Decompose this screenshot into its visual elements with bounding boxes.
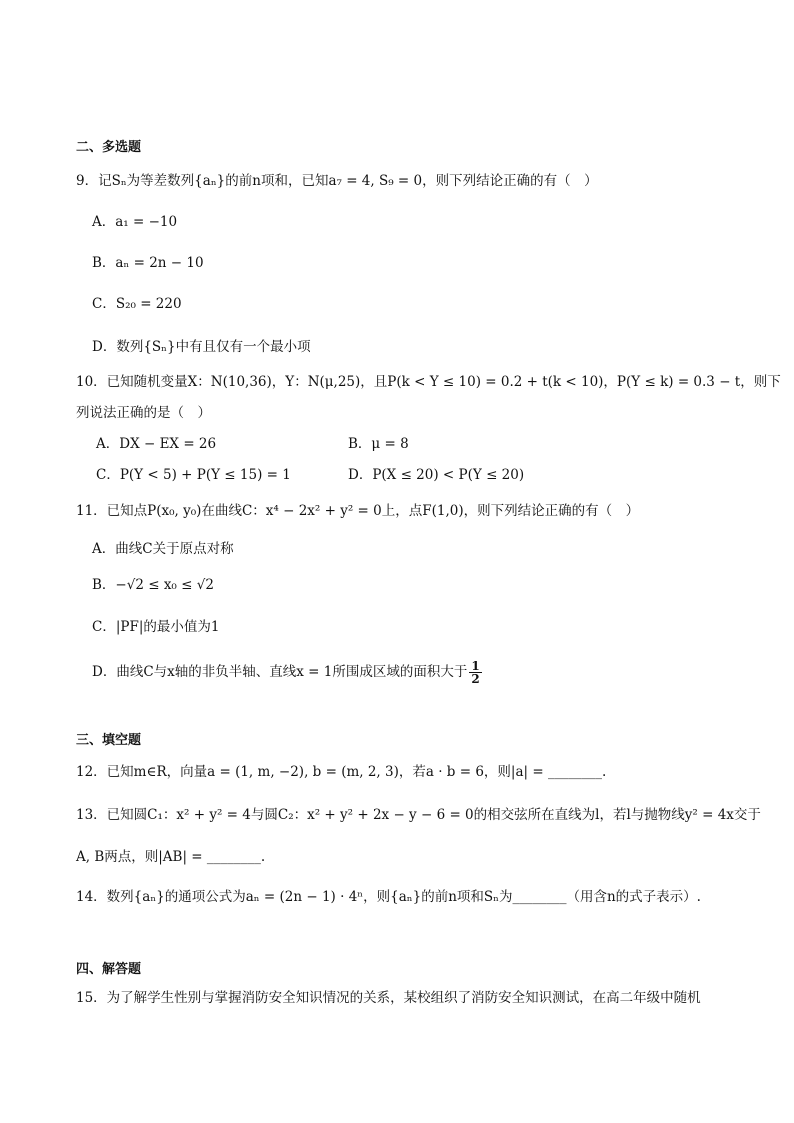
- question-9-option-c: C．S₂₀ = 220: [92, 296, 182, 312]
- question-10-stem-line2: 列说法正确的是（ ）: [76, 405, 211, 421]
- question-11-option-d-text: D．曲线C与x轴的非负半轴、直线x = 1所围成区域的面积大于: [92, 664, 468, 680]
- question-11-option-c: C．|PF|的最小值为1: [92, 619, 220, 635]
- question-12: 12．已知m∈R，向量a = (1, m, −2), b = (m, 2, 3)，若a · b = 6，则|a| = ________.: [76, 764, 607, 780]
- question-13-line2: A, B两点，则|AB| = ________.: [76, 849, 266, 865]
- question-11-option-d: [92, 660, 482, 685]
- question-9-option-a: A．a₁ = −10: [92, 214, 178, 230]
- question-10-option-b: B．μ = 8: [348, 436, 409, 452]
- question-13-line1: 13．已知圆C₁：x² + y² = 4与圆C₂：x² + y² + 2x − y − 6 = 0的相交弦所在直线为l，若l与抛物线y² = 4x交于: [76, 807, 761, 823]
- question-15: 15．为了解学生性别与掌握消防安全知识情况的关系，某校组织了消防安全知识测试，在高二年级中随机: [76, 990, 701, 1006]
- question-14: 14．数列{aₙ}的通项公式为aₙ = (2n − 1) · 4ⁿ，则{aₙ}的前n项和Sₙ为________（用含n的式子表示）.: [76, 889, 701, 905]
- question-9-stem: 9．记Sₙ为等差数列{aₙ}的前n项和，已知a₇ = 4, S₉ = 0，则下列结论正确的有（ ）: [76, 173, 598, 189]
- section-heading-multiple-choice: 二、多选题: [76, 140, 142, 155]
- question-11-option-b: B．−√2 ≤ x₀ ≤ √2: [92, 577, 214, 593]
- section-heading-answer: 四、解答题: [76, 962, 142, 977]
- question-10-option-a: A．DX − EX = 26: [96, 436, 217, 452]
- question-11-stem: 11．已知点P(x₀, y₀)在曲线C：x⁴ − 2x² + y² = 0上，点F(1,0)，则下列结论正确的有（ ）: [76, 503, 640, 519]
- section-heading-fill-in: 三、填空题: [76, 733, 142, 748]
- question-10-stem-line1: 10．已知随机变量X：N(10,36)，Y：N(μ,25)，且P(k < Y ≤ 10) = 0.2 + t(k < 10)，P(Y ≤ k) = 0.3 − t，则下: [76, 374, 781, 390]
- question-9-option-b: B．aₙ = 2n − 10: [92, 255, 204, 271]
- question-11-option-a: A．曲线C关于原点对称: [92, 541, 234, 557]
- fraction-one-half: $\frac{1}{2}$: [471, 659, 480, 686]
- question-10-option-d: D．P(X ≤ 20) < P(Y ≤ 20): [348, 467, 525, 483]
- question-10-option-c: C．P(Y < 5) + P(Y ≤ 15) = 1: [96, 467, 291, 483]
- question-9-option-d: D．数列{Sₙ}中有且仅有一个最小项: [92, 339, 311, 355]
